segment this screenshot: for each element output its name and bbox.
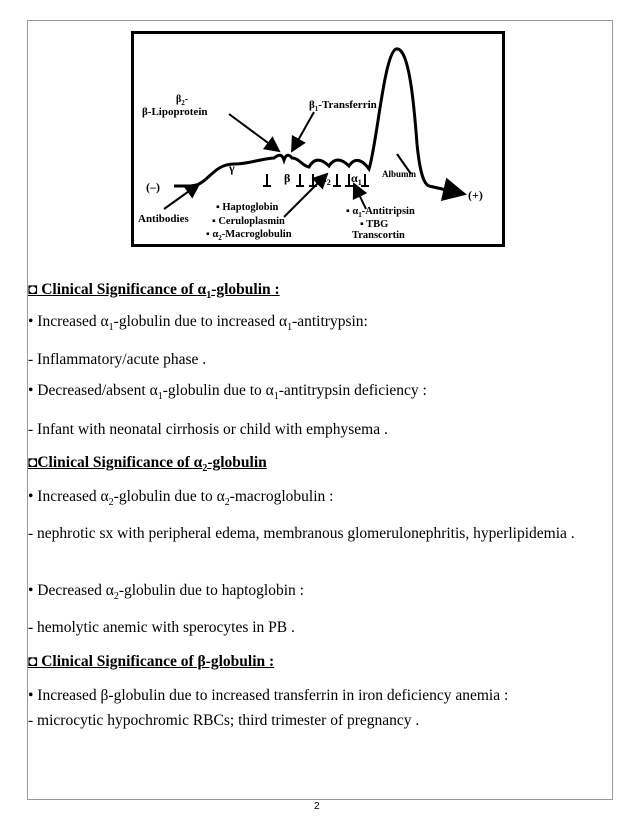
text-line-3: • Decreased/absent $\alpha_1$-globulin due to $\alpha_1$-antitrypsin deficiency :: [28, 382, 427, 403]
tbg-label: ▪ TBG: [360, 219, 389, 230]
positive-pole-label: (+): [468, 188, 483, 202]
text-line-1: • Increased $\alpha_1$-globulin due to increased $\alpha_1$-antitrypsin:: [28, 313, 368, 334]
page-number: 2: [314, 801, 320, 812]
beta2-arrow: [229, 114, 279, 151]
beta-label: β: [284, 171, 291, 185]
macroglobulin-label: ▪ $\alpha_2$-Macroglobulin: [206, 229, 292, 242]
beta1-arrow: [292, 112, 314, 151]
text-line-7: • Decreased $\alpha_2$-globulin due to haptoglobin :: [28, 582, 304, 603]
text-line-5: • Increased $\alpha_2$-globulin due to $\alpha_2$-macroglobulin :: [28, 488, 334, 509]
heading-alpha2: ◘Clinical Significance of $\alpha_2$-globulin: [28, 454, 267, 475]
beta2-label: $\beta_2-$: [176, 94, 189, 107]
beta-lipoprotein-label: β-Lipoprotein: [142, 106, 208, 118]
text-line-9: • Increased β-globulin due to increased transferrin in iron deficiency anemia :: [28, 687, 509, 704]
text-line-10: - microcytic hypochromic RBCs; third trimester of pregnancy .: [28, 712, 420, 729]
negative-pole-label: (–): [146, 180, 160, 194]
text-line-4: - Infant with neonatal cirrhosis or child with emphysema .: [28, 421, 388, 438]
heading-beta: ◘ Clinical Significance of β-globulin :: [28, 653, 275, 670]
baseline-right: [429, 186, 464, 194]
heading-alpha1: ◘ Clinical Significance of $\alpha_1$-globulin :: [28, 281, 280, 302]
electrophoresis-diagram: [134, 34, 502, 244]
text-line-8: - hemolytic anemic with sperocytes in PB .: [28, 619, 295, 636]
text-line-2: - Inflammatory/acute phase .: [28, 351, 207, 368]
antibodies-label: Antibodies: [138, 213, 189, 225]
gamma-label: γ: [229, 161, 235, 175]
alpha1-label: $\alpha_1$: [351, 171, 362, 187]
antitripsin-label: ▪ $\alpha_1$-Antitripsin: [346, 206, 415, 219]
transcortin-label: Transcortin: [352, 230, 405, 241]
ceruloplasmin-label: ▪ Ceruloplasmin: [212, 216, 285, 227]
antibodies-arrow: [164, 184, 199, 209]
text-line-6: - nephrotic sx with peripheral edema, membranous glomerulonephritis, hyperlipidemia .: [28, 525, 575, 542]
electrophoresis-figure: [131, 31, 505, 247]
beta1-transferrin-label: $\beta_1$-Transferrin: [309, 99, 377, 113]
albumin-label: Albumin: [382, 169, 417, 179]
haptoglobin-label: ▪ Haptoglobin: [216, 202, 279, 213]
alpha2-label: $\alpha_2$: [320, 171, 331, 187]
